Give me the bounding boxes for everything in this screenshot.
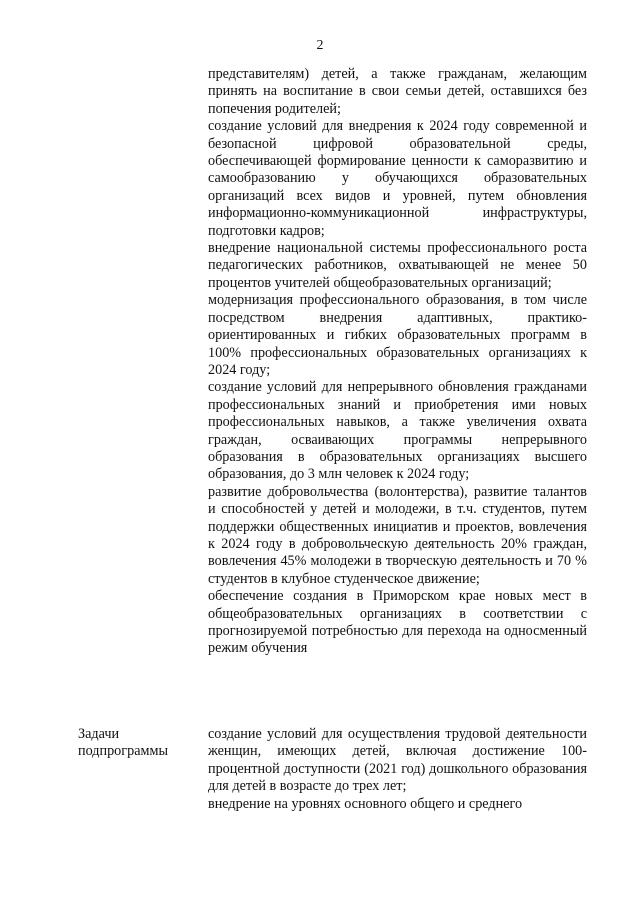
task-paragraph: создание условий для осуществления трудовой деятельности женщин, имеющих детей, включая достижение 100-процентной доступности (2021 год) дошкольного образования для детей в возрасте до трех лет; xyxy=(208,726,587,795)
goal-paragraph: создание условий для непрерывного обновления гражданами профессиональных знаний и приобретения ими новых профессиональных навыков, а также увеличения охвата граждан, осваивающих программы непрерывного образования в образовательных организациях высшего образования, до 3 млн человек к 2024 году; xyxy=(208,379,587,483)
goal-paragraph: создание условий для внедрения к 2024 году современной и безопасной цифровой образовательной среды, обеспечивающей формирование ценности к саморазвитию и самообразованию у обучающихся образовательных организаций всех видов и уровней, путем обновления информационно-коммуникационной инфраструктуры, подготовки кадров; xyxy=(208,118,587,239)
goal-paragraph: представителям) детей, а также гражданам, желающим принять на воспитание в свои семьи детей, оставшихся без попечения родителей; xyxy=(208,66,587,117)
page-number: 2 xyxy=(316,38,324,53)
goal-paragraph: обеспечение создания в Приморском крае новых мест в общеобразовательных организациях в соответствии с прогнозируемой потребностью для перехода на односменный режим обучения xyxy=(208,588,587,657)
tasks-label: Задачи подпрограммы xyxy=(78,726,168,760)
goal-paragraph: внедрение национальной системы профессионального роста педагогических работников, охватывающей не менее 50 процентов учителей общеобразовательных организаций; xyxy=(208,240,587,291)
tasks-list xyxy=(208,726,587,813)
goal-paragraph: развитие добровольчества (волонтерства), развитие талантов и способностей у детей и молодежи, в т.ч. студентов, путем поддержки общественных инициатив и проектов, вовлечения к 2024 году в добровольческую деятельность 20% граждан, вовлечения 45% молодежи в творческую деятельность и 70 % студентов в клубное студенческое движение; xyxy=(208,483,587,587)
goal-paragraph: модернизация профессионального образования, в том числе посредством внедрения адаптивных, практико-ориентированных и гибких образовательных программ в 100% профессиональных образовательных организациях к 2024 году; xyxy=(208,292,587,378)
task-paragraph: внедрение на уровнях основного общего и среднего xyxy=(208,795,523,812)
goals-section xyxy=(208,66,587,658)
